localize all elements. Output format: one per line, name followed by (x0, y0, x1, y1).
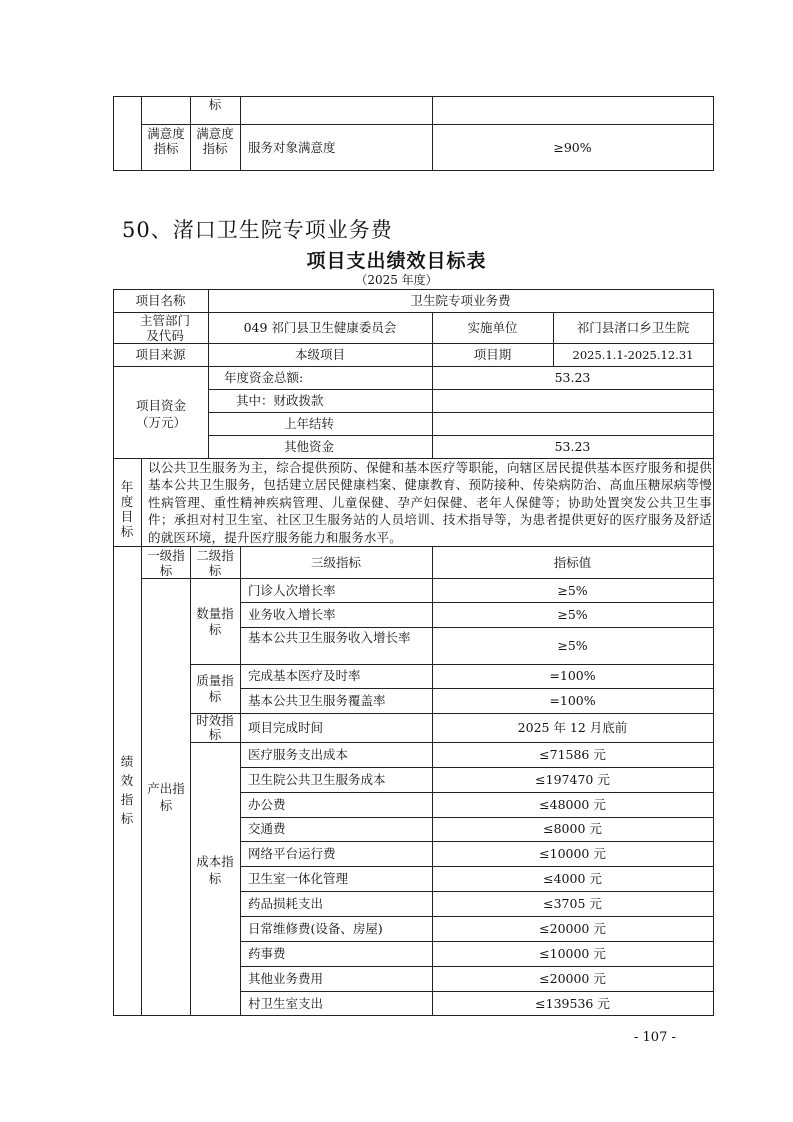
project-name: 卫生院专项业务费 (410, 293, 511, 308)
indicator-name: 日常维修费(设备、房屋) (248, 921, 383, 936)
funds-carryover-label: 上年结转 (284, 416, 335, 431)
indicator-name: 卫生室一体化管理 (248, 871, 349, 886)
indicator-value: ≤3705 元 (543, 896, 602, 911)
indicator-name: 药事费 (248, 946, 286, 961)
satisfaction-level2-label: 满意度指标 (196, 126, 234, 156)
prev-level3-tail: 标 (208, 97, 222, 112)
indicator-name: 卫生院公共卫生服务成本 (248, 772, 386, 787)
indicator-name: 其他业务费用 (248, 971, 324, 986)
indicator-value: =100% (549, 693, 596, 708)
period-label: 项目期 (473, 347, 512, 362)
indicator-name: 办公费 (248, 797, 286, 812)
page-number: - 107 - (634, 1030, 676, 1045)
indicator-value: ≤8000 元 (543, 821, 602, 836)
impl-label: 实施单位 (467, 320, 518, 335)
indicator-name: 门诊人次增长率 (248, 583, 336, 598)
indicator-name: 网络平台运行费 (248, 846, 336, 861)
indicator-value: 2025 年 12 月底前 (517, 720, 628, 735)
output-indicator-label: 产出指标 (147, 781, 185, 813)
funds-other-label: 其他资金 (284, 439, 335, 454)
funds-label: 项目资金（万元） (135, 398, 186, 430)
indicator-value: ≤197470 元 (535, 772, 610, 787)
indicator-name: 业务收入增长率 (248, 607, 336, 622)
project-name-label: 项目名称 (135, 293, 186, 308)
table-subtitle: （2025 年度） (355, 273, 438, 287)
dept-label: 主管部门及代码 (140, 313, 191, 343)
col-level3-header: 三级指标 (310, 555, 361, 570)
period-value: 2025.1.1-2025.12.31 (572, 348, 694, 362)
indicator-name: 药品损耗支出 (248, 896, 324, 911)
indicator-value: =100% (549, 668, 596, 683)
satisfaction-item: 服务对象满意度 (248, 140, 336, 155)
quantity-indicator-label: 数量指标 (196, 606, 234, 637)
cost-indicator-label: 成本指标 (196, 854, 234, 886)
indicator-name: 交通费 (248, 821, 286, 836)
timeliness-indicator-label: 时效指标 (196, 713, 234, 742)
indicators-label: 绩效指标 (120, 754, 134, 826)
objective-label: 年度目标 (120, 479, 134, 539)
indicator-value: ≤4000 元 (543, 871, 602, 886)
satisfaction-value: ≥90% (553, 140, 592, 155)
indicator-value: ≤10000 元 (539, 846, 606, 861)
table-title: 项目支出绩效目标表 (306, 250, 487, 272)
indicator-value: ≤71586 元 (539, 747, 606, 762)
funds-fiscal-label: 其中：财政拨款 (236, 393, 324, 408)
indicator-value: ≤10000 元 (539, 946, 606, 961)
indicator-name: 完成基本医疗及时率 (248, 668, 361, 683)
indicator-value: ≤48000 元 (539, 797, 606, 812)
indicator-name: 基本公共卫生服务覆盖率 (248, 693, 386, 708)
indicator-value: ≤20000 元 (539, 971, 606, 986)
quality-indicator-label: 质量指标 (196, 673, 234, 704)
indicator-value: ≥5% (557, 583, 588, 598)
section-heading: 50、渚口卫生院专项业务费 (122, 218, 393, 242)
funds-other-value: 53.23 (554, 439, 591, 454)
indicator-name: 医疗服务支出成本 (248, 747, 349, 762)
annual-objective-text: 以公共卫生服务为主，综合提供预防、保健和基本医疗等职能，向辖区居民提供基本医疗服务和提供基本公共卫生服务，包括建立居民健康档案、健康教育、预防接种、传染病防治、高血压糖尿病等慢性病管理、重性精神疾病管理、儿童保健、孕产妇保健、老年人保健等；协助处置突发公共卫生事件；承担对村卫生室、社区卫生服务站的人员培训、技术指导等，为患者提供更好的医疗服务及舒适的就医环境，提升医疗服务能力和服务水平。 (148, 460, 712, 545)
col-level1-header: 一级指标 (147, 548, 185, 578)
col-level2-header: 二级指标 (196, 548, 234, 578)
satisfaction-level1-label: 满意度指标 (147, 126, 185, 156)
indicator-name: 项目完成时间 (248, 720, 324, 735)
source-label: 项目来源 (135, 347, 186, 362)
indicator-name: 村卫生室支出 (248, 996, 324, 1011)
indicator-value: ≥5% (557, 607, 588, 622)
indicator-value: ≤139536 元 (535, 996, 610, 1011)
indicator-value: ≤20000 元 (539, 921, 606, 936)
indicator-name: 基本公共卫生服务收入增长率 (248, 630, 411, 645)
dept-value: 049 祁门县卫生健康委员会 (243, 320, 397, 335)
impl-value: 祁门县渚口乡卫生院 (576, 320, 690, 335)
col-value-header: 指标值 (553, 555, 592, 570)
indicator-value: ≥5% (557, 638, 588, 653)
funds-total-label: 年度资金总额: (224, 370, 304, 385)
source-value: 本级项目 (294, 347, 345, 362)
funds-total-value: 53.23 (554, 370, 591, 385)
